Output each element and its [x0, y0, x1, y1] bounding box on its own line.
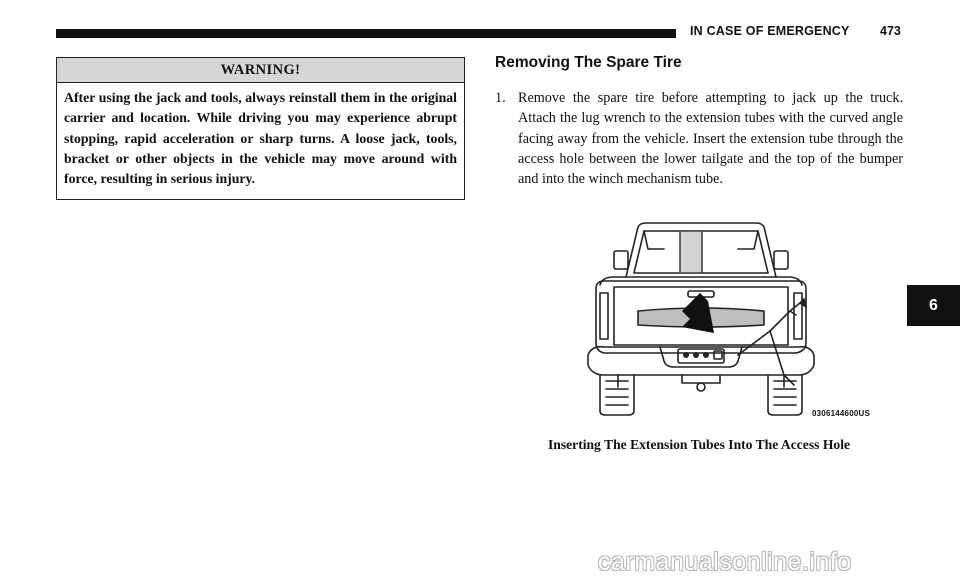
truck-rear-illustration	[578, 215, 890, 422]
warning-heading: WARNING!	[57, 58, 464, 83]
watermark: carmanualsonline.info	[598, 548, 852, 576]
section-title: Removing The Spare Tire	[495, 54, 682, 71]
header-rule	[56, 29, 676, 38]
chapter-tab: 6	[907, 285, 960, 326]
step-1	[495, 88, 903, 189]
figure-code: 0306144600US	[812, 409, 871, 418]
header-title: IN CASE OF EMERGENCY	[690, 24, 850, 38]
warning-text: After using the jack and tools, always reinstall them in the original carrier and location. While driving you may experience abrupt stopping, rapid acceleration or sharp turns. A loose jack, tools, bracket or other objects in the vehicle may move around with force, resulting in serious injury.	[64, 90, 457, 187]
page-number: 473	[880, 24, 901, 38]
step-number: 1.	[495, 90, 506, 106]
warning-box	[56, 57, 465, 200]
figure-caption: Inserting The Extension Tubes Into The Access Hole	[547, 437, 850, 452]
step-text: Remove the spare tire before attempting to jack up the truck. Attach the lug wrench to the extension tubes with the curved angle facing away from the vehicle. Insert the extension tube through the access hole between the lower tailgate and the top of the bumper and into the winch mechanism tube.	[518, 90, 903, 188]
